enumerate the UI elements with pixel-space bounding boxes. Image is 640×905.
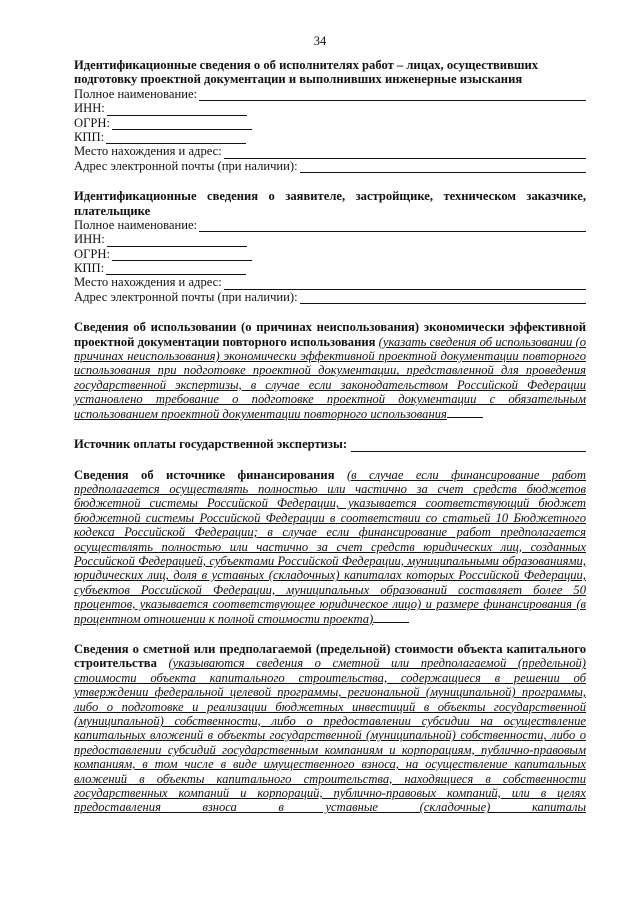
section-applicant xyxy=(74,189,586,304)
section-reuse-note[interactable]: (указать сведения об использовании (о причинах неиспользования) экономически эффективной проектной документации повторного использования при подготовке проектной документации, представленной для проведения государственной экспертизы, в случае если законодательством Российской Федерации установлено требование о подготовке проектной документации с обязательным использованием проектной документации повторного использования xyxy=(74,334,586,421)
field-label: ИНН: xyxy=(74,232,105,247)
full-name-blank[interactable] xyxy=(199,89,586,101)
section-cost-heading: Сведения о сметной или предполагаемой (предельной) стоимости объекта капитального строительства xyxy=(74,641,586,671)
executors-email-field[interactable] xyxy=(74,159,586,173)
section-cost-note[interactable]: (указываются сведения о сметной или предполагаемой (предельной) стоимости объекта капитального строительства, содержащиеся в решении об утверждении федеральной целевой программы, региональной (муниципальной) программы, либо о подготовке и реализации бюджетных инвестиций в объекты государственной (муниципальной) собственности, либо о предоставлении субсидии на осуществление капитальных вложений в объекты государственной (муниципальной) собственности, либо о предоставлении субсидий государственным компаниям и корпорациям, публично-правовым компаниям, в том числе в виде имущественного взноса, на осуществление капитальных вложений в объекты капитального строительства, находящиеся в собственности государственных компаний и корпораций, публично-правовых компаний, или в целях предоставления взноса в уставные (складочные) капиталы xyxy=(74,656,586,815)
applicant-ogrn-field[interactable] xyxy=(74,247,586,261)
inn-blank[interactable] xyxy=(107,235,247,247)
financing-blank[interactable] xyxy=(373,612,409,623)
email-blank[interactable] xyxy=(300,292,586,304)
address-blank[interactable] xyxy=(224,147,586,159)
section-financing-source xyxy=(74,468,586,626)
kpp-blank[interactable] xyxy=(106,263,246,275)
section-executors-heading-line2: подготовку проектной документации и выполнивших инженерные изыскания xyxy=(74,72,523,87)
executors-full-name-field[interactable] xyxy=(74,87,586,101)
applicant-kpp-field[interactable] xyxy=(74,261,586,275)
executors-address-field[interactable] xyxy=(74,144,586,158)
inn-blank[interactable] xyxy=(107,104,247,116)
field-label: Место нахождения и адрес: xyxy=(74,144,222,159)
field-label: ИНН: xyxy=(74,101,105,116)
ogrn-blank[interactable] xyxy=(112,249,252,261)
field-label: Место нахождения и адрес: xyxy=(74,275,222,290)
section-reuse-documentation xyxy=(74,320,586,421)
field-label: Адрес электронной почты (при наличии): xyxy=(74,158,298,173)
section-executors xyxy=(74,58,586,173)
field-label: Полное наименование: xyxy=(74,86,198,101)
section-applicant-heading-line1: Идентификационные сведения о заявителе, застройщике, техническом заказчике, xyxy=(74,189,586,204)
section-financing-heading: Сведения об источнике финансирования xyxy=(74,467,335,482)
executors-ogrn-field[interactable] xyxy=(74,116,586,130)
applicant-address-field[interactable] xyxy=(74,275,586,289)
applicant-full-name-field[interactable] xyxy=(74,218,586,232)
payment-source-blank[interactable] xyxy=(351,440,586,452)
document-content xyxy=(74,58,586,815)
field-label: КПП: xyxy=(74,129,105,144)
email-blank[interactable] xyxy=(300,161,586,173)
field-label: КПП: xyxy=(74,261,105,276)
field-label: Полное наименование: xyxy=(74,217,198,232)
reuse-blank[interactable] xyxy=(447,407,483,418)
field-label: ОГРН: xyxy=(74,246,110,261)
section-payment-source[interactable] xyxy=(74,437,586,451)
field-label: ОГРН: xyxy=(74,115,110,130)
full-name-blank[interactable] xyxy=(199,220,586,232)
payment-source-label: Источник оплаты государственной экспертизы: xyxy=(74,437,348,452)
page-number: 34 xyxy=(313,34,327,48)
field-label: Адрес электронной почты (при наличии): xyxy=(74,289,298,304)
ogrn-blank[interactable] xyxy=(112,118,252,130)
kpp-blank[interactable] xyxy=(106,132,246,144)
applicant-inn-field[interactable] xyxy=(74,232,586,246)
section-estimated-cost xyxy=(74,642,586,815)
executors-inn-field[interactable] xyxy=(74,101,586,115)
applicant-email-field[interactable] xyxy=(74,290,586,304)
section-financing-note[interactable]: (в случае если финансирование работ предполагается осуществлять полностью или частично за счет средств бюджетов бюджетной системы Российской Федерации, указывается соответствующий бюджет бюджетной системы Российской Федерации в соответствии со статьей 10 Бюджетного кодекса Российской Федерации; в случае если финансирование работ предполагается осуществлять полностью или частично за счет средств юридических лиц, созданных Российской Федерацией, субъектами Российской Федерации, муниципальными образованиями, юридических лиц, доля в уставных (складочных) капиталах которых Российской Федерации, субъектов Российской Федерации, муниципальных образований составляет более 50 процентов, указывается соответствующее юридическое лицо) и размере финансирования (в процентном отношении к полной стоимости проекта) xyxy=(74,467,587,626)
address-blank[interactable] xyxy=(224,278,586,290)
section-applicant-heading-line2: плательщике xyxy=(74,203,151,218)
section-executors-heading-line1: Идентификационные сведения о об исполнителях работ – лицах, осуществивших xyxy=(74,58,539,72)
section-reuse-heading: Сведения об использовании (о причинах неиспользования) экономически эффективной проектной документации повторного использования xyxy=(74,320,586,349)
executors-kpp-field[interactable] xyxy=(74,130,586,144)
